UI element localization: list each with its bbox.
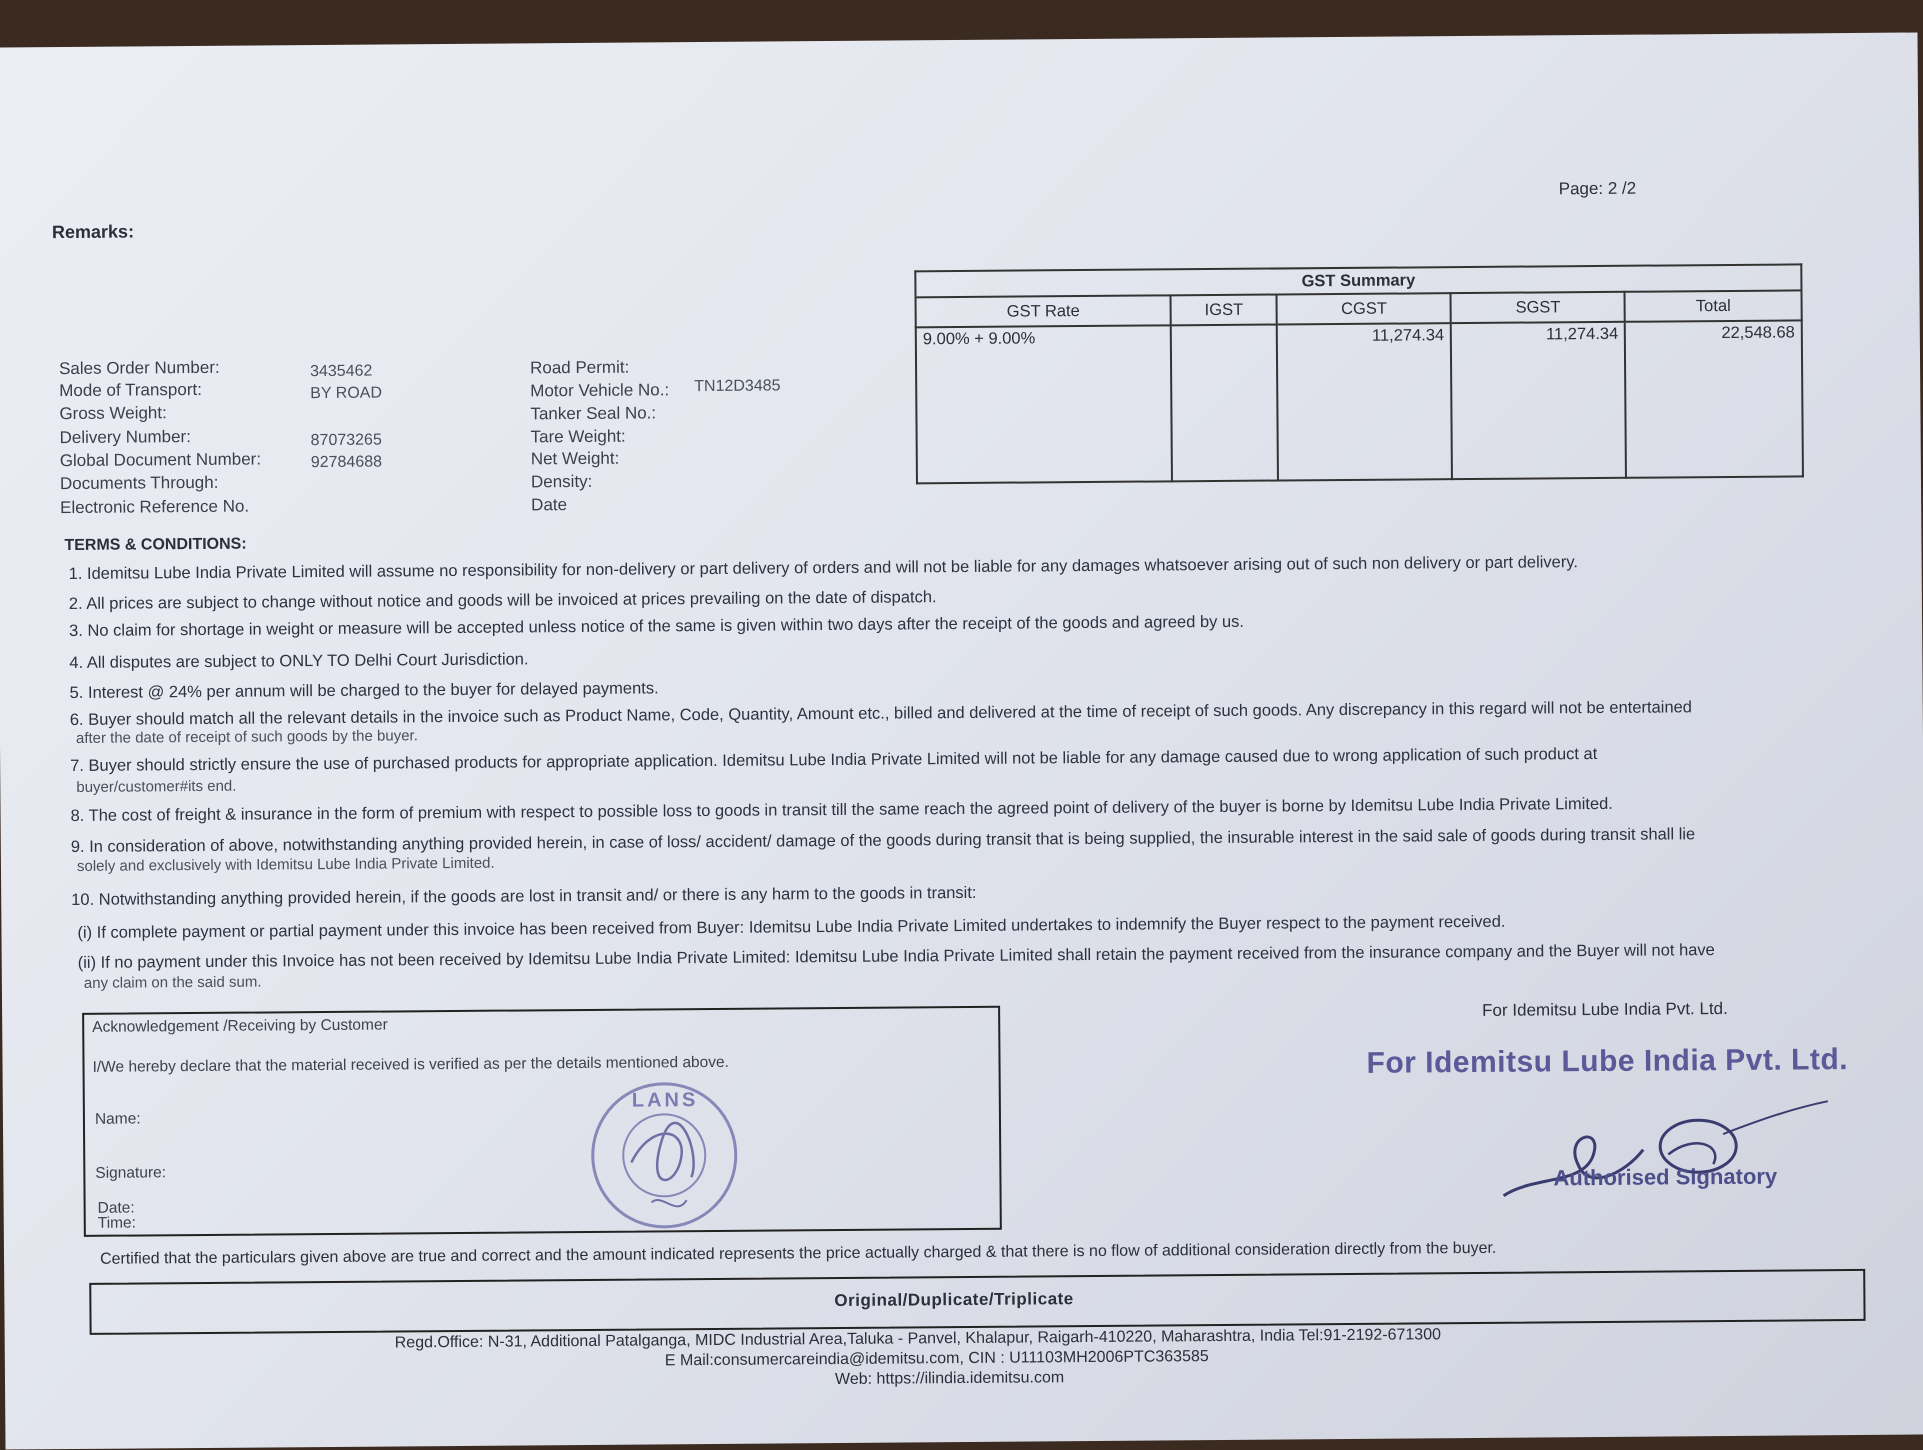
name-label: Name:	[94, 1110, 141, 1128]
term-item: 9. In consideration of above, notwithstanding anything provided herein, in case of loss/ accident/ damage of the goods during transit that is being supplied, the insurable interest in the said sale of goods during transit shall lie	[70, 825, 1696, 856]
gst-rate-cell: 9.00% + 9.00%	[916, 325, 1172, 483]
website: Web: https://ilindia.idemitsu.com	[834, 1369, 1065, 1389]
motor-vehicle-value: TN12D3485	[694, 377, 781, 396]
term-item-continued: solely and exclusively with Idemitsu Lube India Private Limited.	[76, 854, 495, 875]
term-item: 1. Idemitsu Lube India Private Limited will assume no responsibility for non-delivery or part delivery of orders and will not be liable for any damages whatsoever arising out of such non delivery or part delivery.	[68, 553, 1578, 584]
motor-vehicle-label: Motor Vehicle No.:	[530, 380, 670, 401]
for-company-text: For Idemitsu Lube India Pvt. Ltd.	[1482, 998, 1728, 1020]
invoice-page	[0, 32, 1923, 1449]
tanker-seal-label: Tanker Seal No.:	[530, 403, 657, 424]
total-cell: 22,548.68	[1625, 320, 1803, 477]
cgst-header: CGST	[1277, 293, 1451, 324]
gst-table	[915, 289, 1804, 484]
gst-summary-table	[914, 263, 1804, 484]
term-subitem: (ii) If no payment under this Invoice has not been received by Idemitsu Lube India Private Limited: Idemitsu Lube India Private Limited shall retain the payment received from the insurance company and the Buyer will not have	[77, 941, 1715, 972]
term-item: 6. Buyer should match all the relevant details in the invoice such as Product Name, Code, Quantity, Amount etc., billed and delivered at the time of receipt of such goods. Any discrepancy in this regard will not be entertained	[69, 698, 1693, 730]
term-item: 8. The cost of freight & insurance in the form of premium with respect to possible loss to goods in transit till the same reach the agreed point of delivery of the buyer is borne by Idemitsu Lube India Private Limited.	[70, 794, 1613, 825]
gst-summary-title: GST Summary	[914, 263, 1802, 296]
time-label: Time:	[97, 1214, 137, 1232]
transport-mode-label: Mode of Transport:	[59, 379, 202, 401]
delivery-number-value: 87073265	[310, 431, 382, 450]
term-item-continued: buyer/customer#its end.	[76, 777, 237, 796]
date-label: Date:	[97, 1199, 135, 1217]
remarks-label: Remarks:	[51, 221, 135, 243]
net-weight-label: Net Weight:	[530, 448, 620, 469]
sales-order-label: Sales Order Number:	[58, 357, 220, 379]
tare-weight-label: Tare Weight:	[530, 426, 626, 447]
term-item: 10. Notwithstanding anything provided herein, if the goods are lost in transit and/ or there is any harm to the goods in transit:	[71, 883, 977, 909]
company-stamp: For Idemitsu Lube India Pvt. Ltd.	[1366, 1043, 1849, 1080]
sgst-header: SGST	[1451, 292, 1625, 323]
sales-order-value: 3435462	[310, 362, 373, 381]
term-item: 3. No claim for shortage in weight or measure will be accepted unless notice of the same is given within two days after the receipt of the goods and agreed by us.	[69, 612, 1245, 641]
signature-label: Signature:	[95, 1164, 167, 1182]
igst-cell	[1171, 325, 1278, 482]
cgst-cell: 11,274.34	[1277, 323, 1452, 480]
date-label: Date	[531, 495, 568, 515]
acknowledgement-box	[82, 1006, 1002, 1237]
term-item-continued: any claim on the said sum.	[83, 973, 262, 992]
road-permit-label: Road Permit:	[529, 357, 630, 378]
registered-office: Regd.Office: N-31, Additional Patalganga, MIDC Industrial Area,Taluka - Panvel, Khalapur, Raigarh-410220, Maharashtra, India Tel:91-2192-671300	[394, 1326, 1442, 1352]
certification-text: Certified that the particulars given above are true and correct and the amount indicated represents the price actually charged & that there is no flow of additional consideration directly from the buyer.	[99, 1239, 1497, 1268]
delivery-number-label: Delivery Number:	[59, 427, 191, 448]
gross-weight-label: Gross Weight:	[59, 403, 167, 424]
total-header: Total	[1625, 290, 1802, 321]
term-item-continued: after the date of receipt of such goods by the buyer.	[75, 727, 418, 747]
documents-through-label: Documents Through:	[59, 472, 219, 494]
global-document-label: Global Document Number:	[59, 449, 262, 471]
gst-rate-header: GST Rate	[916, 295, 1171, 327]
customer-signature-scribble	[591, 1082, 732, 1223]
density-label: Density:	[530, 471, 593, 492]
page-number: Page: 2 /2	[1558, 178, 1637, 199]
gst-data-row	[916, 320, 1803, 483]
term-item: 4. All disputes are subject to ONLY TO Delhi Court Jurisdiction.	[69, 650, 529, 673]
customer-seal	[591, 1082, 738, 1229]
term-item: 2. All prices are subject to change without notice and goods will be invoiced at prices prevailing on the date of dispatch.	[68, 588, 937, 614]
authorised-signatory: Authorised Signatory	[1553, 1163, 1778, 1191]
electronic-reference-label: Electronic Reference No.	[60, 496, 250, 518]
acknowledgement-title: Acknowledgement /Receiving by Customer	[92, 1016, 388, 1036]
copy-type-label: Original/Duplicate/Triplicate	[834, 1289, 1074, 1311]
email-cin: E Mail:consumercareindia@idemitsu.com, CIN : U11103MH2006PTC363585	[664, 1348, 1209, 1370]
acknowledgement-declaration: I/We hereby declare that the material received is verified as per the details mentioned above.	[92, 1053, 730, 1076]
term-item: 7. Buyer should strictly ensure the use of purchased products for appropriate application. Idemitsu Lube India Private Limited will not be liable for any damage caused due to wrong application of such product at	[70, 745, 1598, 776]
igst-header: IGST	[1171, 295, 1277, 326]
customer-seal-text: LANS	[631, 1089, 699, 1112]
terms-title: TERMS & CONDITIONS:	[64, 535, 247, 555]
term-subitem: (i) If complete payment or partial payment under this invoice has been received from Buyer: Idemitsu Lube India Private Limited undertakes to indemnify the Buyer respect to the payment received.	[77, 912, 1506, 942]
term-item: 5. Interest @ 24% per annum will be charged to the buyer for delayed payments.	[69, 679, 659, 703]
sgst-cell: 11,274.34	[1451, 322, 1626, 479]
transport-mode-value: BY ROAD	[310, 384, 383, 403]
global-document-value: 92784688	[310, 453, 383, 472]
